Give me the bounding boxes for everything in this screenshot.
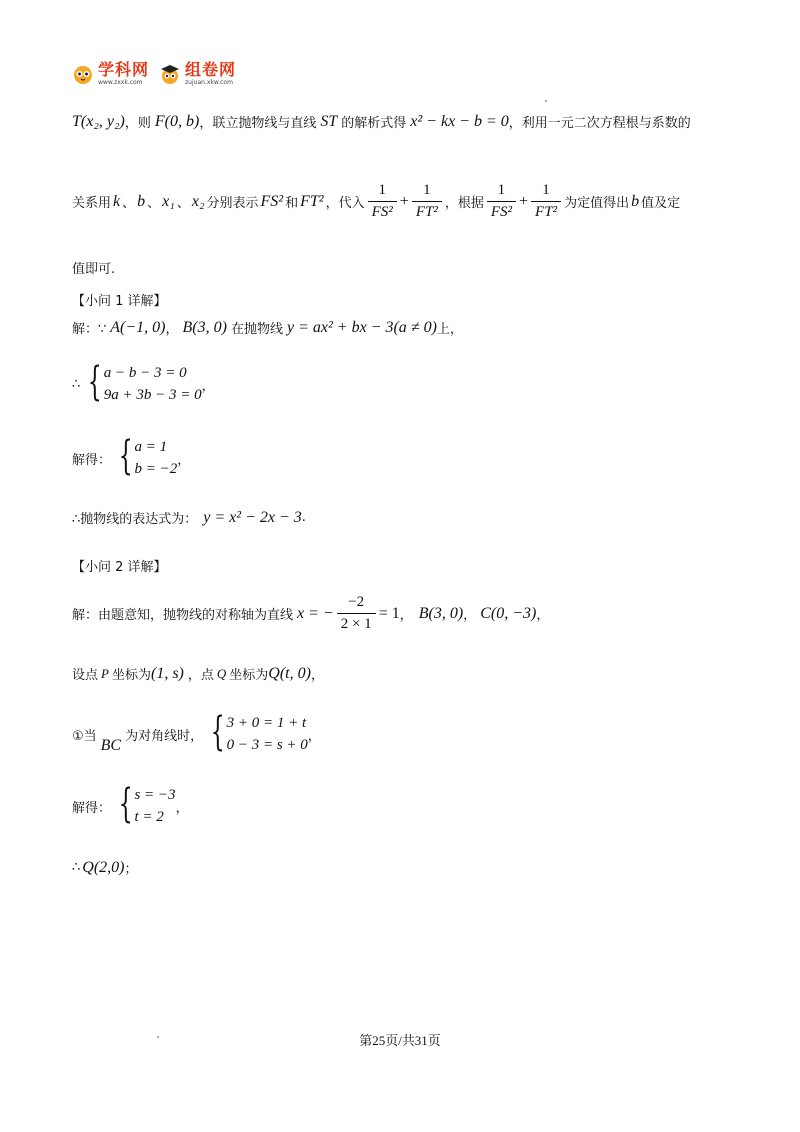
equation: 3 + 0 = 1 + t (226, 715, 307, 731)
text: 分别表示 (206, 196, 259, 211)
text: 为定值得出 (564, 196, 630, 211)
text: ①当 (72, 728, 97, 744)
logo-url: www.zxxk.com (98, 79, 143, 86)
equation-system: { a = 1 b = −2 (118, 433, 178, 479)
text: 设点 (72, 668, 99, 683)
equation: 0 − 3 = s + 0 (226, 737, 308, 753)
text: ， (307, 728, 321, 744)
equation: t = 2 (134, 809, 164, 825)
math: x₂ (191, 192, 205, 210)
math: FS² (260, 192, 284, 210)
text: ，代入 (325, 196, 365, 211)
equation: b = −2 (134, 461, 178, 477)
logo-url: zujuan.xkw.com (185, 79, 233, 86)
math: ST (320, 112, 338, 130)
math: = 1 (378, 604, 400, 622)
equation-system: { a − b − 3 = 0 9a + 3b − 3 = 0 (88, 359, 202, 405)
xuekewang-logo (72, 62, 149, 86)
speck (545, 100, 547, 102)
text: ， (177, 452, 191, 468)
text: 坐标为 (229, 668, 269, 683)
text: 在抛物线 (230, 322, 283, 337)
plus: + (399, 192, 409, 210)
text-line (72, 594, 549, 633)
text: ， (536, 608, 550, 623)
text: 的解析式得 (341, 116, 407, 131)
text: 解：由题意知，抛物线的对称轴为直线 (72, 608, 294, 623)
math: FT² (300, 192, 324, 210)
text-line (72, 858, 138, 877)
math: A(−1, 0) (110, 318, 166, 336)
text: ， (201, 378, 215, 394)
text: 值及定 (641, 196, 681, 211)
math: (1, s) (150, 664, 184, 682)
text: ，利用一元二次方程根与系数的 (508, 116, 691, 131)
text: 为对角线时， (125, 728, 204, 744)
math: b (137, 192, 146, 210)
text: . (301, 510, 306, 525)
text: ， (399, 608, 413, 623)
text: 和 (285, 196, 299, 211)
equation: s = −3 (134, 787, 176, 803)
text: 坐标为 (111, 668, 151, 683)
text: ， (165, 322, 179, 337)
fraction: $\frac{1}{\text{FS²}}$ (368, 182, 397, 221)
text: 解得： (72, 800, 112, 816)
equation-system: { 3 + 0 = 1 + t 0 − 3 = s + 0 (210, 709, 308, 755)
text: 、 (176, 196, 190, 211)
logo-name: 学科网 (98, 60, 150, 79)
text: 、 (147, 196, 161, 211)
math: y = ax² + bx − 3(a ≠ 0) (286, 318, 437, 336)
text-line (72, 318, 463, 337)
text: ， (175, 800, 189, 816)
text-line (72, 112, 691, 131)
section-heading: 【小问 1 详解】 (72, 294, 167, 309)
text: ，则 (124, 116, 151, 131)
text: ∴抛物线的表达式为： (72, 512, 198, 527)
equation: a = 1 (134, 439, 168, 455)
page-number: 第25页/共31页 (359, 1033, 441, 1048)
text: ， (463, 608, 477, 623)
text: ，根据 (444, 196, 484, 211)
text: ∴ (72, 860, 81, 875)
text: 上， (436, 322, 463, 337)
fraction: $\frac{1}{\text{FT²}}$ (412, 182, 442, 221)
math: k (113, 192, 121, 210)
text: ，联立抛物线与直线 (199, 116, 317, 131)
math: Q (216, 665, 227, 681)
text: 解：∵ (72, 322, 107, 337)
math: Q(2,0) (82, 858, 125, 876)
header-logos (72, 62, 236, 86)
equation-system-line (72, 433, 191, 480)
equation: a − b − 3 = 0 (103, 365, 187, 381)
math: x = − (297, 604, 334, 622)
text: ，点 (187, 668, 214, 683)
owl-icon (72, 63, 94, 85)
math: C(0, −3) (480, 604, 537, 622)
math: P (101, 665, 109, 681)
text: ∴ (72, 376, 81, 392)
math: F(0, b) (154, 112, 200, 130)
text: 关系用 (72, 196, 112, 211)
logo-name: 组卷网 (185, 60, 237, 79)
text-line (72, 508, 306, 527)
text-line (72, 182, 680, 221)
section-heading: 【小问 2 详解】 (72, 560, 167, 575)
equation-system-line (72, 709, 321, 756)
fraction: $\frac{-2}{2 \times 1}$ (337, 594, 376, 633)
text: ， (310, 668, 324, 683)
math: BC (100, 737, 122, 754)
math: x² − kx − b = 0 (410, 112, 509, 130)
equation: 9a + 3b − 3 = 0 (103, 387, 202, 403)
fraction: $\frac{1}{\text{FT²}}$ (531, 182, 561, 221)
equation-system: { s = −3 t = 2 (118, 781, 176, 827)
text-line (72, 664, 324, 683)
text: 、 (122, 196, 136, 211)
equation-system-line (72, 359, 215, 406)
math: y = x² − 2x − 3 (203, 508, 302, 526)
zujuanwang-logo (159, 62, 236, 86)
text: 解得： (72, 452, 112, 468)
math: B(3, 0) (182, 318, 227, 336)
math: Q(t, 0) (268, 664, 311, 682)
math: x₁ (162, 192, 175, 210)
fraction: $\frac{1}{\text{FS²}}$ (487, 182, 516, 221)
math: T(x₂, y₂) (72, 112, 125, 130)
plus: + (519, 192, 529, 210)
graduation-owl-icon (159, 63, 181, 85)
math: b (631, 192, 640, 210)
text-line: 值即可. (72, 262, 116, 277)
text: ； (124, 862, 138, 877)
equation-system-line (72, 781, 189, 828)
math: B(3, 0) (418, 604, 464, 622)
